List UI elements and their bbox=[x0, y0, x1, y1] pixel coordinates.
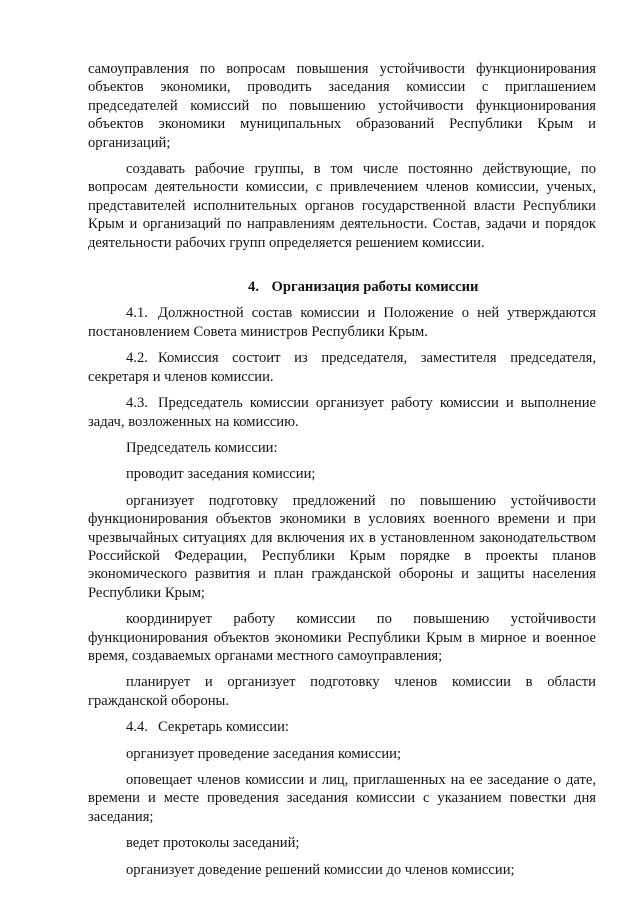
item-number: 4.3. bbox=[126, 395, 148, 412]
item-number: 4.4. bbox=[126, 719, 148, 736]
section-heading bbox=[88, 278, 596, 296]
chairman-duty: планирует и организует подготовку членов комиссии в области гражданской обороны. bbox=[88, 674, 596, 709]
item-4-1 bbox=[88, 304, 596, 341]
chairman-duty: организует подготовку предложений по повышению устойчивости функционирования объектов экономики в условиях военного времени и при чрезвычайных ситуациях для включения их в установленном законодательством Российской Федерации, Республики Крым порядке в проекты планов экономического развития и план гражданской обороны и защиты населения Республики Крым; bbox=[88, 492, 596, 601]
item-4-4 bbox=[88, 718, 596, 736]
chairman-intro: Председатель комиссии: bbox=[126, 439, 278, 456]
secretary-duty: организует доведение решений комиссии до членов комиссии; bbox=[126, 861, 515, 878]
paragraph-continuation: самоуправления по вопросам повышения устойчивости функционирования объектов экономики, проводить заседания комиссии с приглашением председателей комиссий по повышению устойчивости функционирования объектов экономики муниципальных образований Республики Крым и организаций; bbox=[88, 61, 596, 151]
item-4-3 bbox=[88, 394, 596, 431]
section-title: Организация работы комиссии bbox=[271, 279, 479, 296]
secretary-duty: ведет протоколы заседаний; bbox=[126, 835, 300, 852]
chairman-duty: проводит заседания комиссии; bbox=[126, 466, 316, 483]
item-text: Председатель комиссии организует работу комиссии и выполнение задач, возложенных на комиссию. bbox=[88, 395, 596, 430]
section-number: 4. bbox=[248, 279, 259, 296]
paragraph-working-groups: создавать рабочие группы, в том числе постоянно действующие, по вопросам деятельности комиссии, с привлечением членов комиссии, ученых, представителей исполнительных органов государственной власти Республики Крым и организаций по направлениям деятельности. Состав, задачи и порядок деятельности рабочих групп определяется решением комиссии. bbox=[88, 161, 596, 251]
chairman-duty: координирует работу комиссии по повышению устойчивости функционирования объектов экономики Республики Крым в мирное и военное время, создаваемых органами местного самоуправления; bbox=[88, 611, 596, 664]
item-number: 4.1. bbox=[126, 305, 148, 322]
item-4-2 bbox=[88, 349, 596, 386]
secretary-duty: оповещает членов комиссии и лиц, приглашенных на ее заседание о дате, времени и месте проведения заседания комиссии с указанием повестки дня заседания; bbox=[88, 772, 596, 825]
item-number: 4.2. bbox=[126, 350, 148, 367]
secretary-intro: Секретарь комиссии: bbox=[158, 719, 289, 736]
item-text: Должностной состав комиссии и Положение о ней утверждаются постановлением Совета министров Республики Крым. bbox=[88, 305, 596, 340]
secretary-duty: организует проведение заседания комиссии; bbox=[126, 745, 401, 762]
item-text: Комиссия состоит из председателя, заместителя председателя, секретаря и членов комиссии. bbox=[88, 350, 596, 385]
document-body bbox=[88, 60, 596, 879]
